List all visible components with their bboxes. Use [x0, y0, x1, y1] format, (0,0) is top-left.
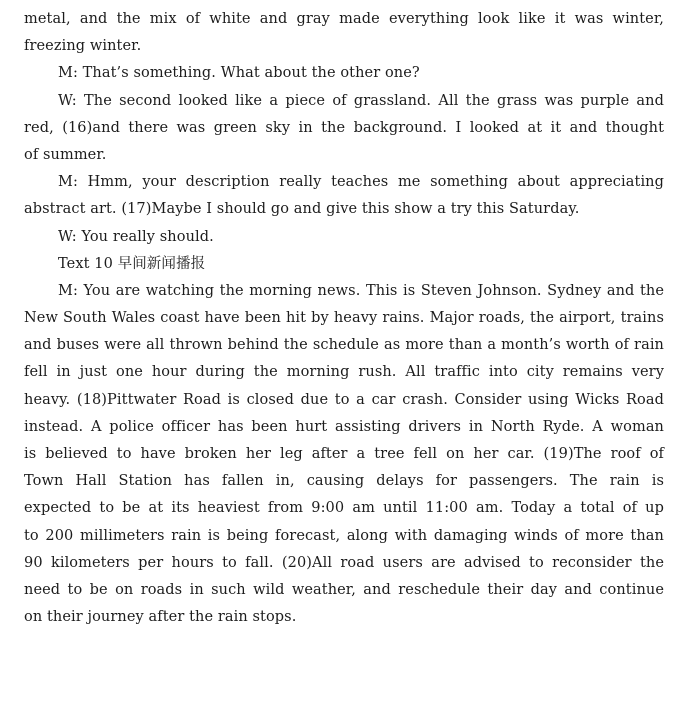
transcript-page: [24, 6, 664, 631]
text-line: and buses were all thrown behind the schedule as more than a month’s worth of rain: [24, 337, 664, 354]
text-line: need to be on roads in such wild weather, and reschedule their day and continue: [24, 581, 664, 598]
speaker-line: M: Hmm, your description really teaches me something about appreciating: [58, 174, 664, 191]
text-line: instead. A police officer has been hurt assisting drivers in North Ryde. A woman: [24, 418, 664, 435]
text-line: freezing winter.: [24, 38, 142, 55]
text-line: is believed to have broken her leg after a tree fell on her car. (19)The roof of: [24, 446, 664, 462]
section-heading: Text 10 早间新闻播报: [58, 255, 206, 272]
text-line: heavy. (18)Pittwater Road is closed due to a car crash. Consider using Wicks Road: [24, 391, 664, 408]
text-line: abstract art. (17)Maybe I should go and give this show a try this Saturday.: [24, 201, 580, 218]
text-line: 90 kilometers per hours to fall. (20)All road users are advised to reconsider the: [24, 554, 664, 571]
text-line: to 200 millimeters rain is being forecast, along with damaging winds of more than: [24, 527, 664, 544]
text-line: expected to be at its heaviest from 9:00 am until 11:00 am. Today a total of up: [24, 500, 664, 517]
speaker-line: W: The second looked like a piece of grassland. All the grass was purple and: [58, 92, 664, 109]
text-line: Town Hall Station has fallen in, causing delays for passengers. The rain is: [24, 473, 664, 490]
text-line: metal, and the mix of white and gray made everything look like it was winter,: [24, 11, 664, 27]
text-line: fell in just one hour during the morning rush. All traffic into city remains very: [24, 364, 664, 381]
text-line: New South Wales coast have been hit by heavy rains. Major roads, the airport, trains: [24, 310, 664, 327]
speaker-line: M: You are watching the morning news. This is Steven Johnson. Sydney and the: [58, 282, 664, 299]
speaker-line: W: You really should.: [58, 228, 214, 245]
text-line: on their journey after the rain stops.: [24, 609, 297, 626]
text-line: red, (16)and there was green sky in the background. I looked at it and thought: [24, 119, 664, 136]
speaker-line: M: That’s something. What about the other one?: [58, 65, 420, 82]
text-line: of summer.: [24, 146, 107, 163]
